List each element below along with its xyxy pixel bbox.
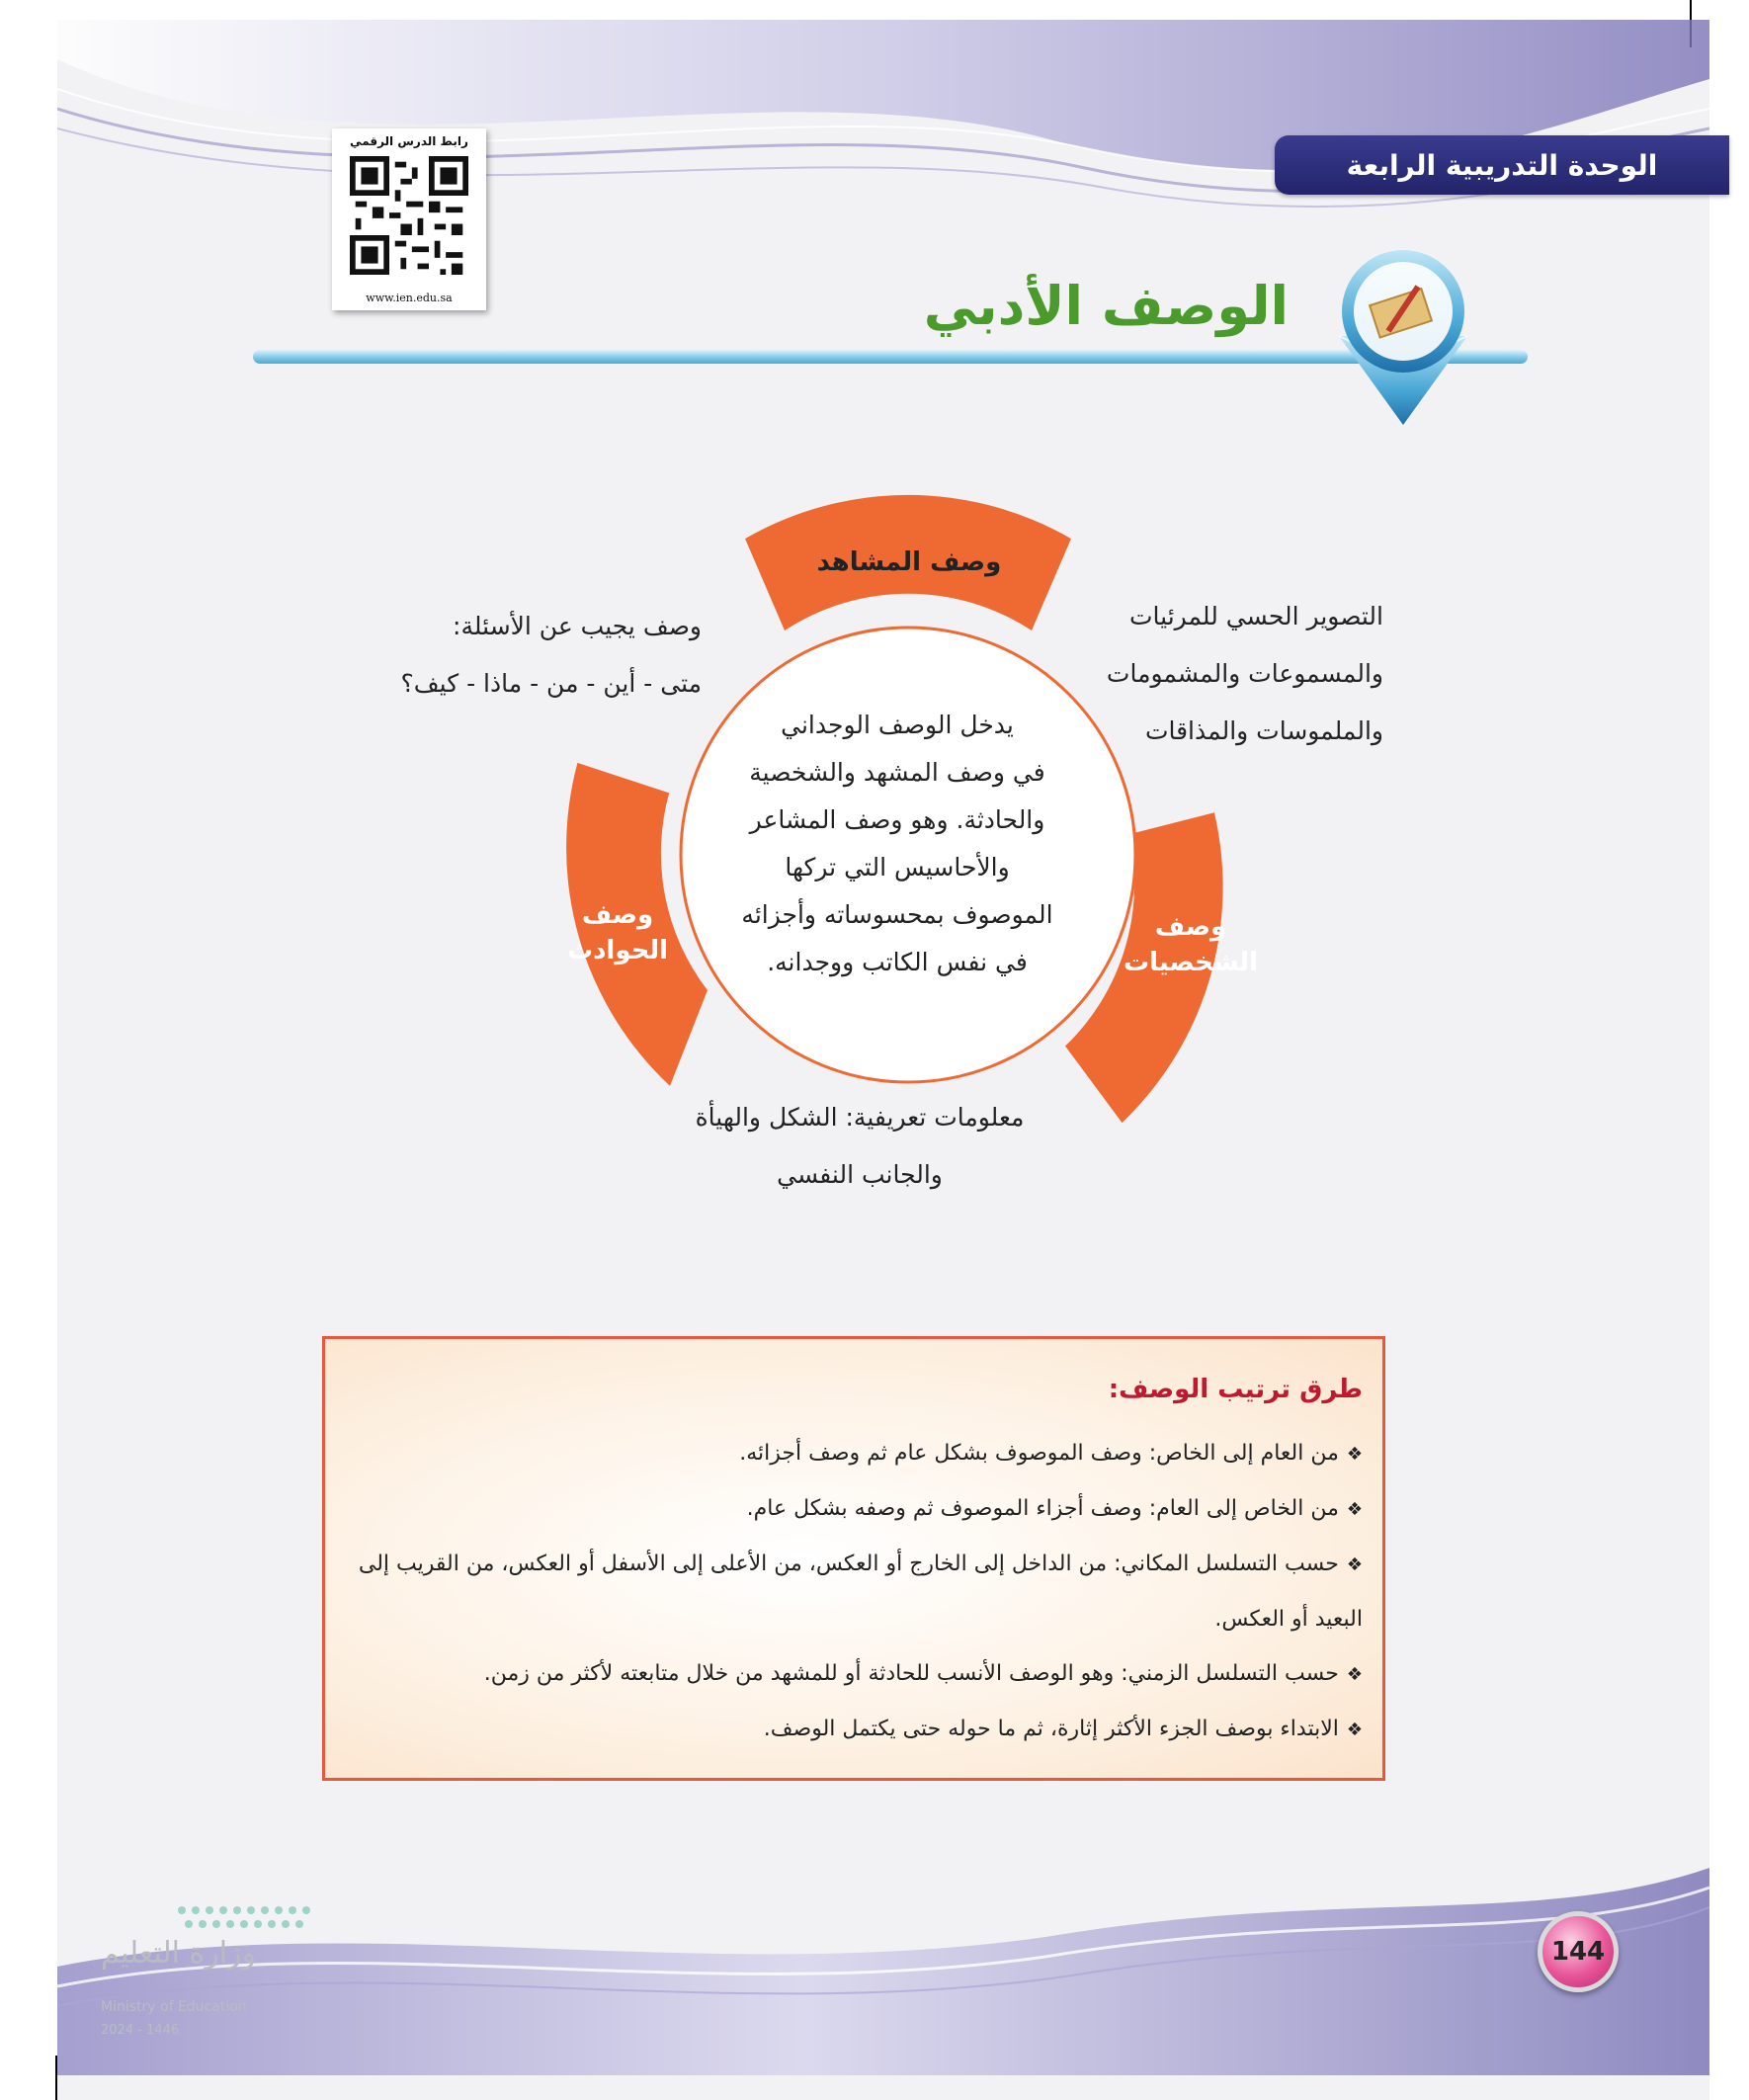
qr-url: www.ien.edu.sa <box>366 292 453 304</box>
bullet-icon: ❖ <box>1346 1720 1363 1740</box>
note-sensory-line: التصوير الحسي للمرئيات <box>1129 602 1383 630</box>
qr-label: رابط الدرس الرقمي <box>350 134 468 148</box>
note-characters-line: والجانب النفسي <box>777 1160 943 1189</box>
ministry-logo <box>93 1902 330 2051</box>
segment-left-line1: وصف <box>581 900 654 930</box>
segment-right-line1: وصف <box>1154 912 1227 942</box>
list-item-text: من العام إلى الخاص: وصف الموصوف بشكل عام ثم وصف أجزائه. <box>739 1441 1339 1466</box>
center-line: والأحاسيس التي تركها <box>785 853 1010 882</box>
list-item-text: حسب التسلسل الزمني: وهو الوصف الأنسب للحادثة أو للمشهد من خلال متابعته لأكثر من زمن. <box>483 1661 1339 1686</box>
segment-left-label <box>553 897 682 968</box>
center-line: في نفس الكاتب ووجدانه. <box>767 948 1028 976</box>
note-questions <box>326 598 702 713</box>
bullet-icon: ❖ <box>1346 1554 1363 1575</box>
list-item-text: حسب التسلسل المكاني: من الداخل إلى الخارج أو العكس، من الأعلى إلى الأسفل أو العكس، من القريب إلى البعيد أو العكس. <box>358 1552 1363 1632</box>
note-questions-line: متى - أين - من - ماذا - كيف؟ <box>400 669 702 698</box>
list-item-text: من الخاص إلى العام: وصف أجزاء الموصوف ثم وصفه بشكل عام. <box>746 1496 1339 1521</box>
segment-right-label <box>1122 909 1260 980</box>
center-line: الموصوف بمحسوساته وأجزائه <box>741 900 1053 929</box>
note-questions-line: وصف يجيب عن الأسئلة: <box>453 612 702 640</box>
list-item-text: الابتداء بوصف الجزء الأكثر إثارة، ثم ما حوله حتى يكتمل الوصف. <box>763 1717 1339 1741</box>
note-sensory-line: والملموسات والمذاقات <box>1144 716 1383 745</box>
box-heading: طرق ترتيب الوصف: <box>1108 1375 1363 1404</box>
note-sensory-line: والمسموعات والمشمومات <box>1106 659 1383 688</box>
segment-left-line2: الحوادث <box>566 936 669 966</box>
list-item <box>345 1481 1363 1537</box>
bullet-icon: ❖ <box>1346 1444 1363 1465</box>
note-sensory <box>1067 588 1383 760</box>
segment-right-line2: الشخصيات <box>1124 948 1258 977</box>
page-title: الوصف الأدبي <box>923 275 1289 337</box>
center-description <box>709 702 1085 986</box>
list-item <box>345 1426 1363 1481</box>
segment-top-label: وصف المشاهد <box>816 547 1002 577</box>
ordering-methods-box <box>322 1336 1385 1781</box>
list-item <box>345 1537 1363 1646</box>
page-number: 144 <box>1550 1937 1606 1967</box>
ministry-name-en: Ministry of Education <box>101 1999 247 2015</box>
list-item <box>345 1702 1363 1757</box>
ministry-name-ar: وزارة التعليم <box>101 1936 257 1971</box>
page-number-badge <box>1538 1911 1619 1992</box>
center-line: والحادثة. وهو وصف المشاعر <box>749 805 1045 834</box>
edition-year: 2024 - 1446 <box>101 2023 180 2038</box>
ordering-methods-list <box>345 1426 1363 1757</box>
note-characters <box>652 1089 1067 1204</box>
ministry-dots-icon <box>172 1902 320 1932</box>
bullet-icon: ❖ <box>1346 1499 1363 1520</box>
bullet-icon: ❖ <box>1346 1664 1363 1685</box>
list-item <box>345 1646 1363 1702</box>
center-line: يدخل الوصف الوجداني <box>781 711 1014 739</box>
note-characters-line: معلومات تعريفية: الشكل والهيأة <box>695 1103 1025 1132</box>
unit-label: الوحدة التدريبية الرابعة <box>1346 148 1658 182</box>
center-line: في وصف المشهد والشخصية <box>749 758 1045 787</box>
